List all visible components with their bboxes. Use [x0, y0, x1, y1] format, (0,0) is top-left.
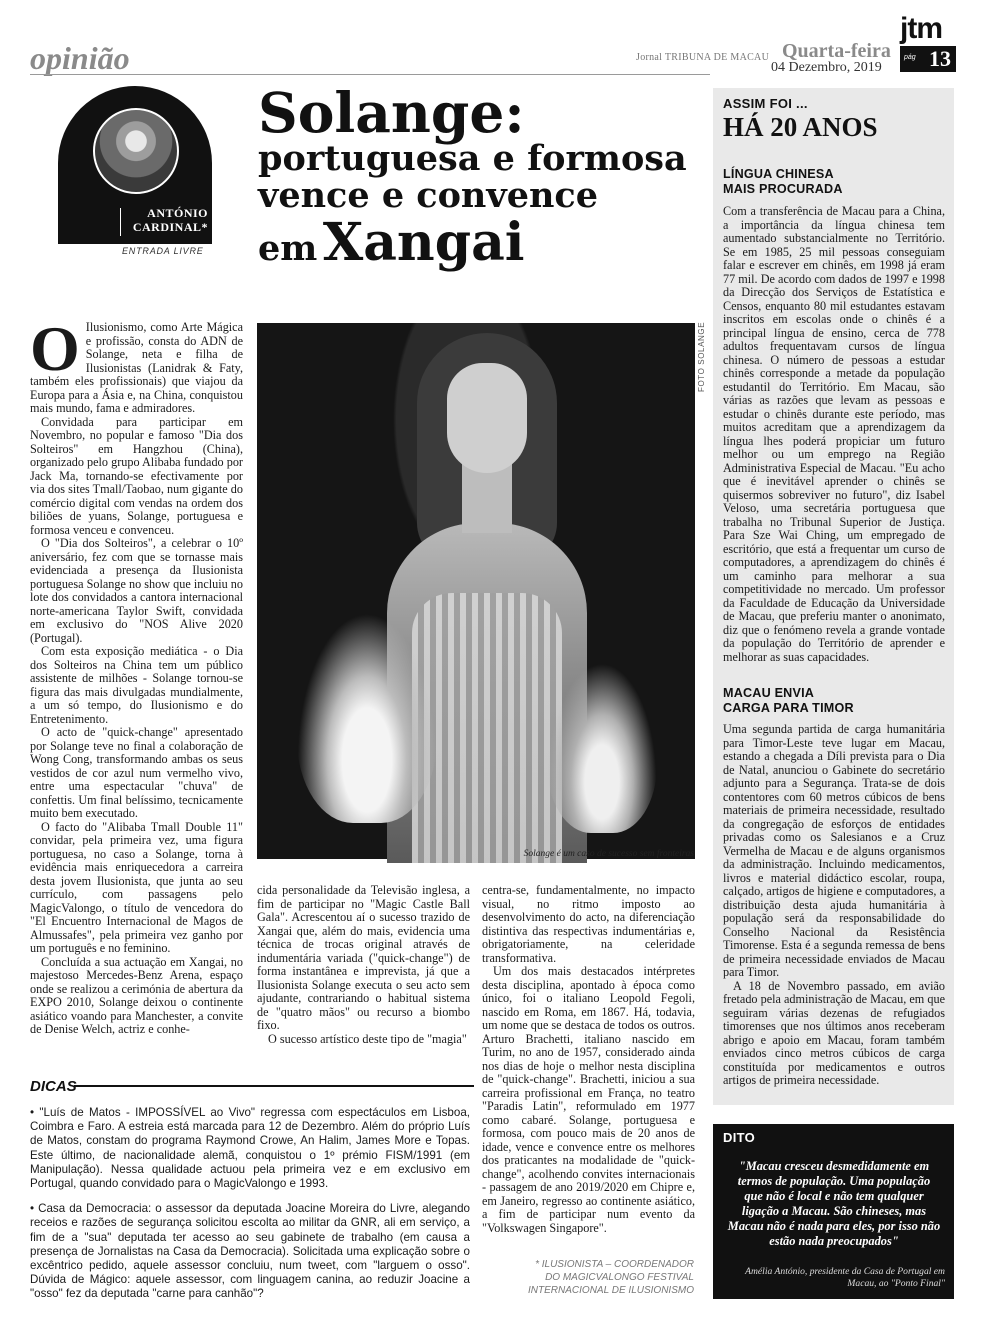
weekday: Quarta-feira	[782, 40, 891, 62]
sidebar-title: HÁ 20 ANOS	[723, 112, 878, 142]
sidebar-paragraph: A 18 de Novembro passado, em avião fretado pela administração de Macau, em que seguiram várias dezenas de refugiados timorenses que nos últimos anos receberam abrigo e apoio em Macau, foram também enviados cinco metros cúbicos de carga constituída por medicamentos e outros artigos de primeira necessidade.	[723, 978, 945, 1087]
headline-end	[258, 212, 525, 273]
sidebar-paragraph: Com a transferência de Macau para a China, a importância da língua chinesa tem aumentado substancialmente no Território. Se em 1985, 25 mil pessoas conseguiam falar e escrever em chinês, em 1998 já eram 77 mil. De acordo com dados de 1997 e 1998 da Direcção dos Serviços de Estatística e Censos, enquanto 80 mil estudantes estavam inscritos em escolas onde o chinês é a principal língua de ensino, cerca de 778 adultos frequentavam cursos de língua chinesa. O número de pessoas a estudar chinês corresponde a metade da população estudantil do Território. Em Macau, são várias as razões que levam as pessoas e estudar o chinês durante este período, mas muitos acreditam que a aprendizagem da língua lhes poderá propiciar um futuro melhor ou um emprego na Região Administrativa Especial de Macau. "Eu acho que é inevitável aprender o chinês se quisermos sobreviver no futuro", diz Isabel Veloso, uma secretária portuguesa que trabalha no Tribunal Superior de Justiça. Para Sze Wai Ching, um empregado de escritório, que está a frequentar um curso de computadores, a aprendizagem do chinês é um caminho para melhorar a sua competitividade no mercado. Um professor da Faculdade de Educação da Universidade de Macau, que preferiu manter o anonimato, diz que o fenómeno revela a grande vontade da população do Território de aprender e melhorar as suas capacidades.	[723, 204, 945, 664]
sidebar-story2-heading-line2: CARGA PARA TIMOR	[723, 701, 854, 715]
column-name: ENTRADA LIVRE	[122, 246, 204, 256]
dicas-item: • Casa da Democracia: o assessor da deputada Joacine Moreira do Livre, alegando receios e razões de segurança solicitou escolta ao militar da GNR, ali em serviço, a fim de a "sua" deputada ter acesso ao seu gabinete de trabalho (em causa a presença de Jornalistas na Casa da Democracia). Solicitada uma explicação sobre o excêntrico pedido, aquele assessor concluiu, num tweet, com "larguem o osso". Dúvida de Mágico: aquele assessor, com linguagem canina, ao reduzir Joacine a "osso" fez da deputada "carne para canhão"?	[30, 1202, 470, 1301]
sidebar-story1-heading-line1: LÍNGUA CHINESA	[723, 167, 834, 181]
photo-caption: Solange é um caso de sucesso sem fronteiras	[523, 849, 694, 859]
article-photo	[257, 323, 695, 859]
dito-source: Amélia António, presidente da Casa de Portugal em Macau, ao "Ponto Final"	[745, 1266, 945, 1289]
sidebar-kicker: ASSIM FOI ...	[723, 96, 808, 111]
headline-sub-line2: vence e convence	[258, 175, 599, 216]
article-paragraph: O "Dia dos Solteiros", a celebrar o 10º aniversário, fez com que se tornasse mais evidenciada a presença da Ilusionista portuguesa Solange no show que incluiu no lote dos convidados a cantora internacional norte-americana Taylor Swift, convidada em exclusivo do "NOS Alive 2020 (Portugal).	[30, 536, 243, 645]
sidebar-story1-text	[723, 205, 945, 663]
publication-date: 04 Dezembro, 2019	[771, 60, 882, 75]
headline-em: em	[258, 228, 318, 269]
header-rule	[30, 74, 710, 75]
photo-flame-left	[297, 613, 437, 823]
dicas-title: DICAS	[30, 1078, 77, 1095]
sidebar-paragraph: Uma segunda partida de carga humanitária para Timor-Leste teve lugar em Macau, estando a chegada a Díli prevista para o Dia de Natal, anunciou o Gabinete do secretário adjunto para a Segurança. Trata-se de dois contentores com 60 metros cúbicos de bens materiais de primeira necessidade, resultado da congregação de esforços de entidades privadas como os Salesianos e a Cruz Vermelha de Macau e de alguns organismos da administração. Incluindo medicamentos, livros e material didáctico escolar, roupa, calçado, artigos de higiene e computadores, a distribuição desta ajuda humanitária à população será da responsabilidade do Conselho Nacional da Resistência Timorense. Esta é a segunda remessa de bens de primeira necessidade enviados de Macau para Timor.	[723, 722, 945, 979]
section-title: opinião	[30, 40, 130, 76]
article-paragraph: O acto de "quick-change" apresentado por Solange teve no final a colaboração de Wong Cong, transformando ambas os seus vestidos de cor azul num vermelho vivo, entre uma espectacular "chuva" de confettis. Um final belíssimo, tecnicamente muito bem executado.	[30, 725, 243, 820]
author-note: * ILUSIONISTA – COORDENADOR DO MAGICVALONGO FESTIVAL INTERNACIONAL DE ILUSIONISMO	[528, 1259, 694, 1296]
headline-main: Solange:	[258, 80, 525, 145]
photo-neck	[462, 463, 512, 533]
dicas-item: • "Luís de Matos - IMPOSSÍVEL ao Vivo" regressa com espectáculos em Lisboa, Coimbra e Faro. A estreia está marcada para 12 de Dezembro. Além do próprio Luís de Matos, constam do programa Raymond Crowe, An Halim, James More e Topas. Este último, de nacionalidade alemã, conquistou o 1º prémio FISM/1991 (em Manipulação). Nessa qualidade actuou pela primeira vez e em exclusivo em Portugal, quando convidado para o MagicValongo e 1993.	[30, 1106, 470, 1191]
article-paragraph: Convidada para participar em Novembro, no popular e famoso "Dia dos Solteiros" em Hangzhou (China), organizado pelo grupo Alibaba fundado por Jack Ma, tornando-se efectivamente por via dos sites Tmall/Taobao, num gigante do comércio digital com vendas na ordem dos biliões de yuans, Solange, portuguesa e formosa venceu e convenceu.	[30, 414, 243, 537]
author-name-line1: ANTÓNIO	[147, 206, 208, 220]
dito-title: DITO	[723, 1130, 756, 1145]
sidebar-story2-text	[723, 723, 945, 1089]
article-paragraph: Com esta exposição mediática - o Dia dos Solteiros na China tem um público assistente de milhões - Solange tornou-se figura das mais divulgadas mundialmente, a um só tempo, do Ilusionismo e do Entretenimento.	[30, 644, 243, 726]
sidebar-story1-heading-line2: MAIS PROCURADA	[723, 182, 843, 196]
article-paragraph: Ilusionismo, como Arte Mágica e profissão, consta do ADN de Solange, neta e filha de Ilusionistas (Lanidrak & Faty, também eles profissionais) que viajou da Europa para a Ásia e, na China, conquistou mais mundo, fama e admiradores.	[30, 320, 243, 415]
sidebar-story2-heading-line1: MACAU ENVIA	[723, 686, 815, 700]
article-paragraph: O sucesso artístico deste tipo de "magia"	[268, 1031, 467, 1046]
headline-xangai: Xangai	[322, 212, 525, 273]
dicas-rule	[74, 1085, 474, 1087]
jtm-logo: jtm	[900, 12, 942, 45]
article-paragraph: cida personalidade da Televisão inglesa, a fim de participar no "Magic Castle Ball Gala". Acrescentou aí o sucesso trazido de Xangai que, além do mais, evidencia uma técnica de trocas original através de indumentária variada ("quick-change") de forma instantânea e imprevista, já que a Ilusionista Solange executa o seu acto sem ajudante, contrariando o habitual sistema de "quatro mãos" ou recurso a biombo fixo.	[257, 883, 470, 1032]
article-column-1	[30, 313, 243, 1063]
article-column-3	[482, 883, 695, 1235]
dicas-body	[30, 1106, 470, 1313]
drop-cap: O	[30, 313, 80, 384]
page-number: 13	[929, 46, 951, 71]
dito-box	[713, 1124, 954, 1299]
page-label: pág	[904, 54, 916, 61]
photo-flame-right	[547, 663, 657, 833]
article-paragraph: centra-se, fundamentalmente, no impacto visual, no ritmo imposto ao desenvolvimento do acto, na diferenciação distintiva das respectivas indumentárias e, obrigatoriamente, na celeridade transformativa.	[482, 883, 695, 965]
dito-quote: "Macau cresceu desmedidamente em termos de população. Uma população que não é local e não tem qualquer ligação a Macau. São chineses, mas Macau não é nada para eles, por isso não estão nada preocupados"	[727, 1159, 941, 1248]
headline-sub-line1: portuguesa e formosa	[258, 138, 687, 179]
article-paragraph: Um dos mais destacados intérpretes desta disciplina, apontado à época como único, foi o italiano Leopold Fegoli, nascido em Roma, em 1867. Há, todavia, um nome que se destaca de todos os outros. Arturo Brachetti, italiano nascido em Turim, no ano de 1957, considerado ainda nos dias de hoje o melhor nesta disciplina de "quick-change". Brachetti, iniciou a sua carreira profissional em França, no teatro "Paradis Latin", reformulado em 1977 como cabaré. Solange, portuguesa e formosa, com pouco mais de 20 anos de idade, vence e convence entre os melhores dos praticantes na modalidade de "quick-change", acolhendo convites internacionais - passagem de ano 2019/2020 em Chipre e, em Janeiro, regresso ao continente asiático, a fim de participar num evento da "Volkswagen Singapore".	[482, 964, 695, 1235]
photo-face	[447, 363, 527, 473]
author-name-line2: CARDINAL*	[132, 220, 208, 234]
article-paragraph: Concluída a sua actuação em Xangai, no majestoso Mercedes-Benz Arena, espaço onde se realizou a cerimónia de abertura da EXPO 2010, Solange deixou o continente asiático voando para Manchester, a convite de Denise Welch, actriz e conhe-	[30, 954, 243, 1036]
page-number-box	[900, 46, 956, 72]
photo-credit: FOTO SOLANGE	[697, 321, 706, 392]
headline-sub	[258, 140, 708, 214]
sidebar-story1-heading	[723, 167, 943, 197]
sidebar-story2-heading	[723, 686, 943, 716]
journal-name: Jornal TRIBUNA DE MACAU	[636, 52, 770, 63]
article-column-2	[257, 884, 470, 1058]
article-paragraph: O facto do "Alibaba Tmall Double 11" convidar, pela primeira vez, uma figura portuguesa, no caso a Solange, torna à evidência mais enriquecedora a carreira desta jovem Ilusionista, que junta ao seu currículo, com passagens pelo MagicValongo, o título de vencedora do "El Encuentro Internacional de Magos de Almussafes", pela primeira vez ganho por um português e no feminino.	[30, 819, 243, 955]
author-portrait	[93, 108, 179, 194]
author-name	[120, 206, 208, 234]
